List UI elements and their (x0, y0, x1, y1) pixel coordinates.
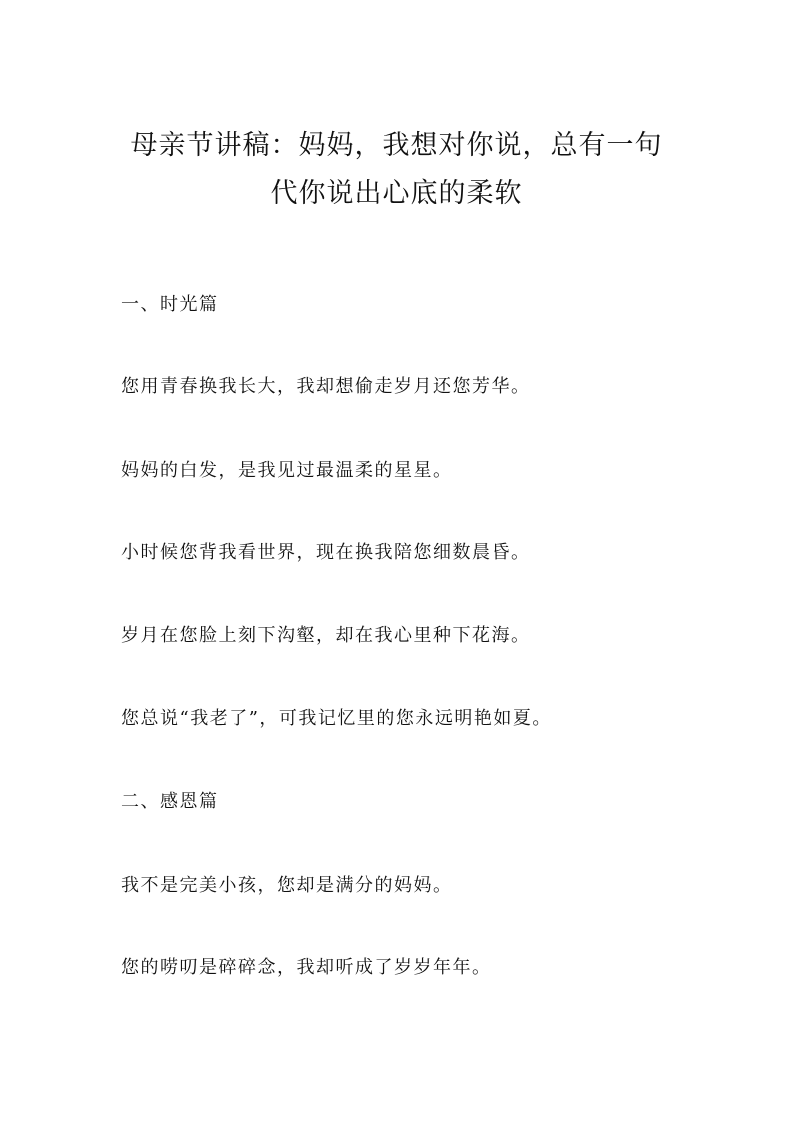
paragraph-line: 您用青春换我长大，我却想偷走岁月还您芳华。 (121, 376, 531, 397)
section-heading-time: 一、时光篇 (121, 294, 219, 315)
paragraph-line: 妈妈的白发，是我见过最温柔的星星。 (121, 460, 453, 481)
paragraph-line: 您总说“我老了”，可我记忆里的您永远明艳如夏。 (121, 708, 552, 729)
paragraph-line: 您的唠叨是碎碎念，我却听成了岁岁年年。 (121, 957, 492, 978)
paragraph-line: 小时候您背我看世界，现在换我陪您细数晨昏。 (121, 542, 531, 563)
document-title-line-1: 母亲节讲稿：妈妈，我想对你说，总有一句 (130, 130, 663, 161)
paragraph-line: 我不是完美小孩，您却是满分的妈妈。 (121, 875, 453, 896)
document-title-line-2: 代你说出心底的柔软 (270, 178, 523, 209)
paragraph-line: 岁月在您脸上刻下沟壑，却在我心里种下花海。 (121, 625, 531, 646)
section-heading-gratitude: 二、感恩篇 (121, 791, 219, 812)
